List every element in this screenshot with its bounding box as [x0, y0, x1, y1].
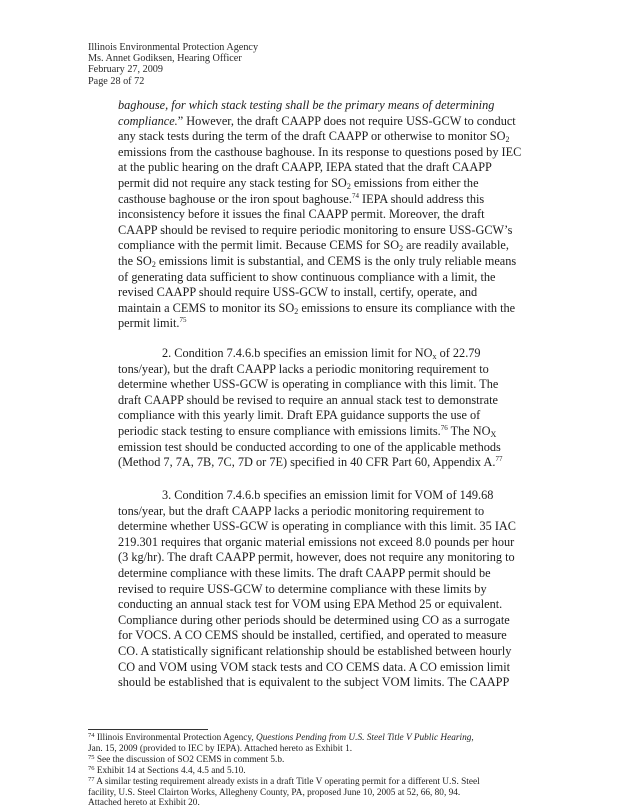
header-date: February 27, 2009	[88, 64, 163, 76]
text-line: (3 kg/hr). The draft CAAPP permit, however, does not require any monitoring to	[118, 550, 515, 565]
text-line: baghouse, for which stack testing shall be the primary means of determining	[118, 98, 495, 112]
footnote-ref-76: 76	[440, 423, 448, 432]
footnote-74: $^{74}$ Illinois Environmental Protection Agency, Questions Pending from U.S. Steel Title V Public Hearing,	[88, 732, 474, 743]
paragraph-3	[118, 488, 528, 691]
header-page-number: Page 28 of 72	[88, 75, 145, 87]
text-line: determine whether USS-GCW is operating in compliance with this limit. The	[118, 377, 499, 392]
text-line: revised to require USS-GCW to determine compliance with these limits by	[118, 581, 487, 596]
text-line: periodic stack testing to ensure compliance with emissions limits.$^{76}$ The $NO_X$	[118, 423, 497, 439]
text-line: permit did not require any stack testing for $SO_2$ emissions from either the	[118, 175, 479, 191]
text-line: conducting an annual stack test for VOM using EPA Method 25 or equivalent.	[118, 597, 503, 612]
footnote-77-continued-2: Attached hereto at Exhibit 20.	[88, 798, 200, 809]
text-line: compliance.” However, the draft CAAPP does not require USS-GCW to conduct	[118, 113, 516, 128]
header-org: Illinois Environmental Protection Agency	[88, 42, 259, 53]
text-line: the $SO_2$ emissions limit is substantial, and CEMS is the only truly reliable means	[118, 253, 517, 269]
header-recipient: Ms. Annet Godiksen, Hearing Officer	[88, 53, 242, 65]
text-line: maintain a CEMS to monitor its $SO_2$ emissions to ensure its compliance with the	[118, 300, 516, 316]
text-line: CAAPP should be revised to require periodic monitoring to ensure USS-GCW’s	[118, 222, 513, 237]
text-line: emission test should be conducted according to one of the applicable methods	[118, 439, 501, 454]
text-line: 2. Condition 7.4.6.b specifies an emission limit for $NO_x$ of 22.79	[162, 346, 481, 361]
text-line: any stack tests during the term of the draft CAAPP or otherwise to monitor $SO_2$	[118, 129, 510, 145]
footnote-divider	[88, 729, 208, 730]
text-line: should be established that is equivalent to the subject VOM limits. The CAAPP	[118, 675, 510, 690]
text-line: Compliance during other periods should be determined using CO as a surrogate	[118, 612, 510, 627]
text-line: at the public hearing on the draft CAAPP, IEPA stated that the draft CAAPP	[118, 160, 492, 175]
text-line: casthouse baghouse or the iron spout baghouse.$^{74}$ IEPA should address this	[118, 191, 485, 206]
footnote-77-continued: facility, U.S. Steel Clairton Works, Allegheny County, PA, proposed June 10, 2005 at 52, 66, 80, 94.	[88, 787, 461, 798]
text-line: 219.301 requires that organic material emissions not exceed 8.0 pounds per hour	[118, 534, 515, 549]
footnote-76: $^{76}$ Exhibit 14 at Sections 4.4, 4.5 and 5.10.	[88, 764, 246, 776]
text-line: determine compliance with these limits. The draft CAAPP permit should be	[118, 565, 491, 580]
text-line: 3. Condition 7.4.6.b specifies an emission limit for VOM of 149.68	[162, 488, 494, 502]
footnote-75: $^{75}$ See the discussion of SO2 CEMS in comment 5.b.	[88, 753, 285, 765]
text-line: compliance with the permit limit. Because CEMS for $SO_2$ are readily available,	[118, 238, 509, 254]
footnotes	[88, 733, 528, 809]
text-line: draft CAAPP should be revised to require an annual stack test to demonstrate	[118, 392, 498, 407]
footnote-74-continued: Jan. 15, 2009 (provided to IEC by IEPA). Attached hereto as Exhibit 1.	[88, 743, 353, 754]
text-line: for VOCS. A CO CEMS should be installed, certified, and operated to measure	[118, 628, 507, 643]
text-line: inconsistency before it issues the final CAAPP permit. Moreover, the draft	[118, 207, 485, 222]
footnote-ref-75: 75	[179, 316, 187, 325]
footnote-77: $^{77}$ A similar testing requirement already exists in a draft Title V operating permit for a different U.S. Steel	[88, 775, 480, 787]
text-line: tons/year, but the draft CAAPP lacks a periodic monitoring requirement to	[118, 503, 485, 518]
text-line: (Method 7, 7A, 7B, 7C, 7D or 7E) specified in 40 CFR Part 60, Appendix A.$^{77}$	[118, 455, 503, 470]
text-line: tons/year), but the draft CAAPP lacks a periodic monitoring requirement to	[118, 361, 489, 376]
text-line: compliance with this yearly limit. Draft EPA guidance supports the use of	[118, 408, 481, 423]
text-line: revised CAAPP should require USS-GCW to install, certify, operate, and	[118, 285, 478, 300]
text-line: emissions from the casthouse baghouse. In its response to questions posed by IEC	[118, 144, 522, 159]
text-line: of generating data sufficient to show continuous compliance with a limit, the	[118, 269, 496, 284]
letter-header	[88, 42, 258, 87]
text-line: CO. A statistically significant relationship should be established between hourly	[118, 643, 512, 658]
text-line: permit limit.$^{75}$	[118, 316, 187, 331]
paragraph-1	[118, 98, 528, 332]
text-line: determine whether USS-GCW is operating in compliance with this limit. 35 IAC	[118, 519, 516, 534]
footnote-ref-74: 74	[351, 191, 359, 200]
text-line: CO and VOM using VOM stack tests and CO CEMS data. A CO emission limit	[118, 659, 511, 674]
footnote-ref-77: 77	[495, 455, 503, 464]
paragraph-2	[118, 346, 528, 471]
